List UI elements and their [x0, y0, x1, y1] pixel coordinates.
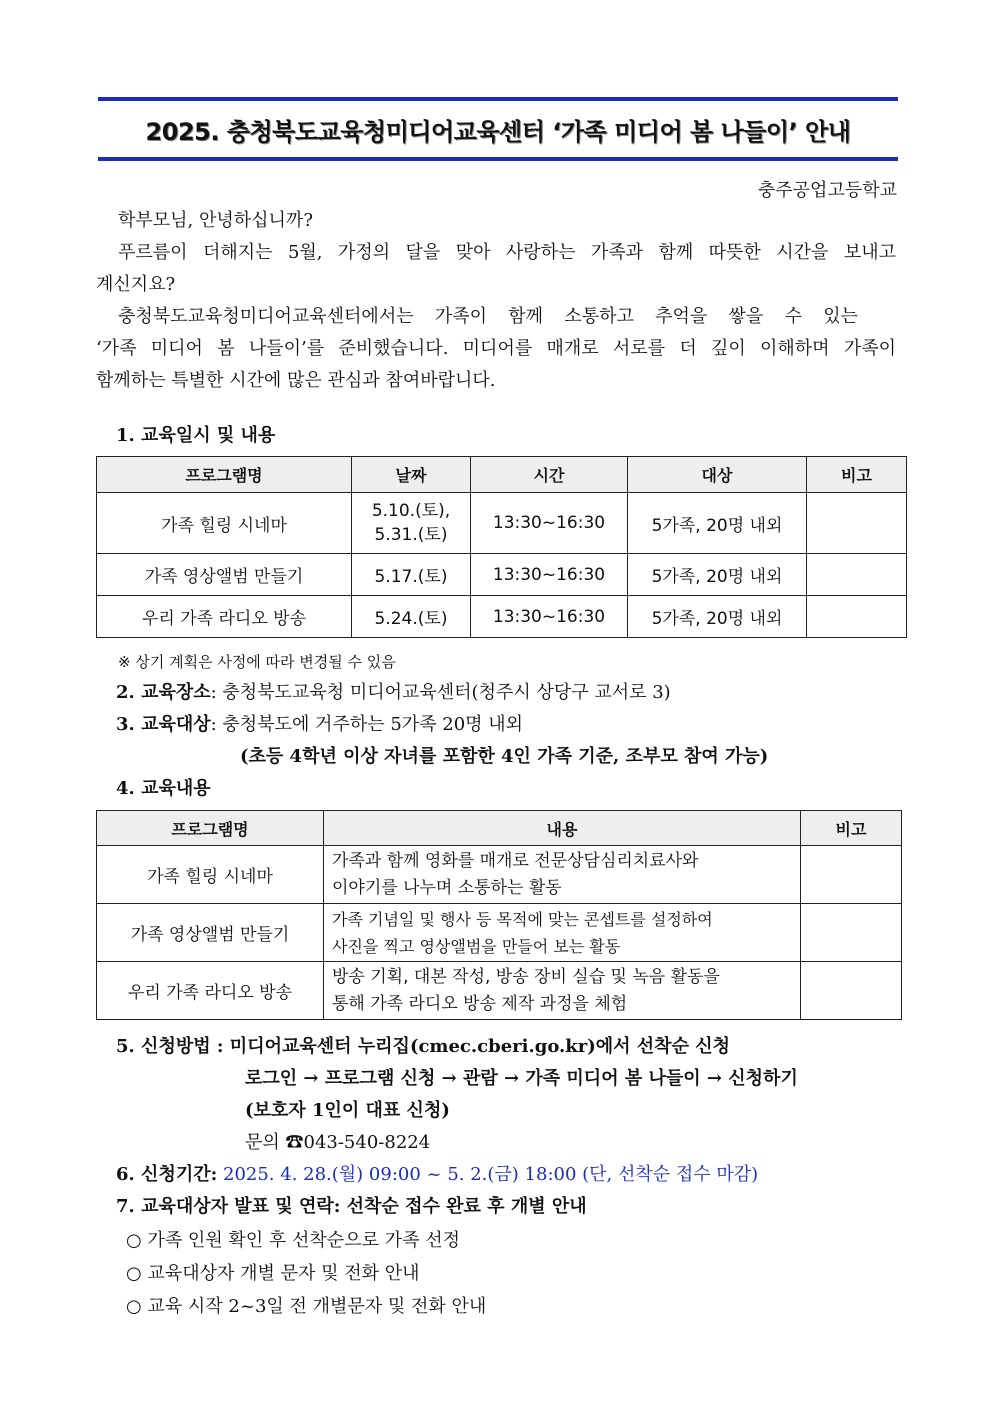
content-header-row: [97, 811, 902, 846]
intro-line-1: 학부모님, 안녕하십니까?: [118, 210, 313, 231]
program-name: 우리 가족 라디오 방송: [97, 962, 324, 1020]
list-item: ○ 가족 인원 확인 후 선착순으로 가족 선정: [126, 1230, 460, 1251]
section-1-heading: 1. 교육일시 및 내용: [116, 425, 276, 446]
program-name: 우리 가족 라디오 방송: [97, 596, 352, 638]
program-time: 13:30~16:30: [471, 493, 628, 554]
schedule-table: [96, 456, 907, 638]
table-row: [97, 493, 907, 554]
program-note: [807, 554, 907, 596]
program-note: [807, 596, 907, 638]
table-row: [97, 596, 907, 638]
title-banner: [98, 97, 898, 161]
program-note: [801, 846, 902, 904]
section-3: [116, 710, 523, 736]
school-name: 충주공업고등학교: [757, 180, 897, 201]
program-note: [801, 904, 902, 962]
program-name: 가족 영상앨범 만들기: [97, 904, 324, 962]
program-target: 5가족, 20명 내외: [628, 596, 807, 638]
list-item: ○ 교육대상자 개별 문자 및 전화 안내: [126, 1263, 420, 1284]
section-5-label: 5. 신청방법: [116, 1036, 211, 1057]
section-5: [116, 1032, 730, 1058]
contact-phone: 문의 ☎043-540-8224: [245, 1132, 431, 1153]
col-date: 날짜: [352, 457, 471, 493]
program-name: 가족 힐링 시네마: [97, 846, 324, 904]
col-note: 비고: [801, 811, 902, 846]
apply-representative: (보호자 1인이 대표 신청): [245, 1100, 450, 1121]
section-2: [116, 678, 671, 704]
apply-period: 2025. 4. 28.(월) 09:00 ~ 5. 2.(금) 18:00 (단, 선착순 접수 마감): [223, 1164, 759, 1185]
program-target: 5가족, 20명 내외: [628, 554, 807, 596]
schedule-header-row: [97, 457, 907, 493]
section-2-text: : 충청북도교육청 미디어교육센터(청주시 상당구 교서로 3): [210, 682, 671, 703]
list-item: ○ 교육 시작 2~3일 전 개별문자 및 전화 안내: [126, 1296, 487, 1317]
table-row: [97, 904, 902, 962]
intro-line-3: 계신지요?: [96, 274, 176, 295]
apply-steps: 로그인 → 프로그램 신청 → 관람 → 가족 미디어 봄 나들이 → 신청하기: [245, 1068, 798, 1089]
content-line-1: 방송 기획, 대본 작성, 방송 장비 실습 및 녹음 활동을: [332, 966, 720, 987]
date-line-1: 5.10.(토),: [371, 501, 451, 521]
intro-line-4: 충청북도교육청미디어교육센터에서는 가족이 함께 소통하고 추억을 쌓을 수 있는: [118, 306, 858, 327]
date-line-2: 5.31.(토): [374, 525, 448, 545]
program-target: 5가족, 20명 내외: [628, 493, 807, 554]
content-line-1: 가족 기념일 및 행사 등 목적에 맞는 콘셉트를 설정하여: [332, 909, 713, 929]
program-note: [801, 962, 902, 1020]
content-table: [96, 810, 902, 1020]
section-7-heading: 7. 교육대상자 발표 및 연락: 선착순 접수 완료 후 개별 안내: [116, 1196, 587, 1217]
table-row: [97, 962, 902, 1020]
section-5-text: : 미디어교육센터 누리집(cmec.cberi.go.kr)에서 선착순 신청: [216, 1036, 730, 1057]
intro-line-6: 함께하는 특별한 시간에 많은 관심과 참여바랍니다.: [96, 370, 496, 391]
section-6: [116, 1160, 758, 1186]
section-6-label: 6. 신청기간:: [116, 1164, 218, 1185]
intro-line-5: ‘가족 미디어 봄 나들이’를 준비했습니다. 미디어를 매개로 서로를 더 깊이 이해하며 가족이: [96, 338, 896, 359]
program-content: [324, 904, 801, 962]
col-program: 프로그램명: [97, 457, 352, 493]
content-line-2: 통해 가족 라디오 방송 제작 과정을 체험: [332, 993, 628, 1014]
program-content: [324, 962, 801, 1020]
intro-line-2: 푸르름이 더해지는 5월, 가정의 달을 맞아 사랑하는 가족과 함께 따뜻한 시간을 보내고: [118, 242, 896, 263]
section-3-label: 3. 교육대상: [116, 714, 211, 735]
table-row: [97, 554, 907, 596]
section-3-sub: (초등 4학년 이상 자녀를 포함한 4인 가족 기준, 조부모 참여 가능): [240, 746, 769, 767]
col-program: 프로그램명: [97, 811, 324, 846]
col-target: 대상: [628, 457, 807, 493]
col-note: 비고: [807, 457, 907, 493]
program-name: 가족 힐링 시네마: [97, 493, 352, 554]
page-title: 2025. 충청북도교육청미디어교육센터 ‘가족 미디어 봄 나들이’ 안내: [145, 117, 851, 146]
content-line-1: 가족과 함께 영화를 매개로 전문상담심리치료사와: [332, 850, 699, 871]
section-3-text: : 충청북도에 거주하는 5가족 20명 내외: [210, 714, 524, 735]
program-time: 13:30~16:30: [471, 596, 628, 638]
section-2-label: 2. 교육장소: [116, 682, 211, 703]
program-time: 13:30~16:30: [471, 554, 628, 596]
content-line-2: 이야기를 나누며 소통하는 활동: [332, 877, 562, 898]
program-name: 가족 영상앨범 만들기: [97, 554, 352, 596]
col-time: 시간: [471, 457, 628, 493]
program-date: [352, 493, 471, 554]
table-row: [97, 846, 902, 904]
program-content: [324, 846, 801, 904]
section-4-heading: 4. 교육내용: [116, 778, 211, 799]
col-content: 내용: [324, 811, 801, 846]
program-date: 5.24.(토): [352, 596, 471, 638]
content-line-2: 사진을 찍고 영상앨범을 만들어 보는 활동: [332, 936, 621, 956]
schedule-footnote: ※ 상기 계획은 사정에 따라 변경될 수 있음: [118, 653, 396, 671]
program-note: [807, 493, 907, 554]
program-date: 5.17.(토): [352, 554, 471, 596]
